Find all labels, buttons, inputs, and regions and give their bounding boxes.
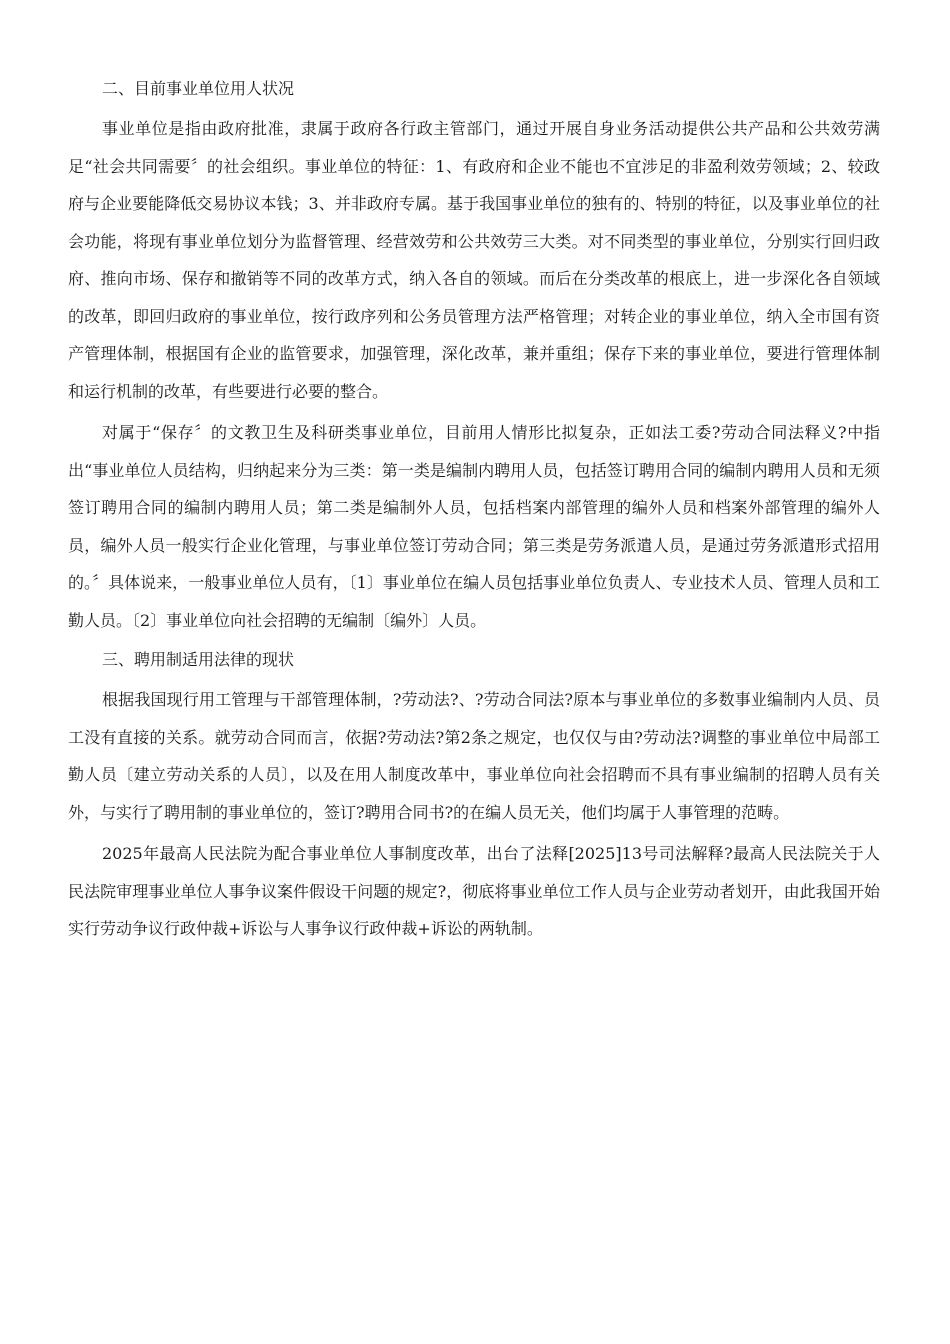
paragraph-definition: 事业单位是指由政府批准，隶属于政府各行政主管部门，通过开展自身业务活动提供公共产品和公共效劳满足“社会共同需要〞的社会组织。事业单位的特征：1、有政府和企业不能也不宜涉足的非盈利效劳领域；2、较政府与企业要能降低交易协议本钱；3、并非政府专属。基于我国事业单位的独有的、特别的特征，以及事业单位的社会功能，将现有事业单位划分为监督管理、经营效劳和公共效劳三大类。对不同类型的事业单位，分别实行回归政府、推向市场、保存和撤销等不同的改革方式，纳入各自的领域。而后在分类改革的根底上，进一步深化各自领域的改革，即回归政府的事业单位，按行政序列和公务员管理方法严格管理；对转企业的事业单位，纳入全市国有资产管理体制，根据国有企业的监管要求，加强管理，深化改革，兼并重组；保存下来的事业单位，要进行管理体制和运行机制的改革，有些要进行必要的整合。 bbox=[68, 119, 880, 401]
paragraph-labor-law: 根据我国现行用工管理与干部管理体制，?劳动法?、?劳动合同法?原本与事业单位的多数事业编制内人员、员工没有直接的关系。就劳动合同而言，依据?劳动法?第2条之规定，也仅仅与由?劳动法?调整的事业单位中局部工勤人员〔建立劳动关系的人员〕，以及在用人制度改革中，事业单位向社会招聘而不具有事业编制的招聘人员有关外，与实行了聘用制的事业单位的，签订?聘用合同书?的在编人员无关，他们均属于人事管理的范畴。 bbox=[68, 690, 880, 822]
paragraph-personnel-structure: 对属于“保存〞的文教卫生及科研类事业单位，目前用人情形比拟复杂，正如法工委?劳动合同法释义?中指出“事业单位人员结构，归纳起来分为三类：第一类是编制内聘用人员，包括签订聘用合同的编制内聘用人员和无须签订聘用合同的编制内聘用人员；第二类是编制外人员，包括档案内部管理的编外人员和档案外部管理的编外人员，编外人员一般实行企业化管理，与事业单位签订劳动合同；第三类是劳务派遣人员，是通过劳务派遣形式招用的。〞具体说来，一般事业单位人员有，〔1〕事业单位在编人员包括事业单位负责人、专业技术人员、管理人员和工勤人员。〔2〕事业单位向社会招聘的无编制〔编外〕人员。 bbox=[68, 423, 880, 630]
section-heading-3: 三、聘用制适用法律的现状 bbox=[102, 650, 295, 669]
paragraph-judicial-interpretation: 2025年最高人民法院为配合事业单位人事制度改革，出台了法释[2025]13号司法解释?最高人民法院关于人民法院审理事业单位人事争议案件假设干问题的规定?，彻底将事业单位工作人员与企业劳动者划开，由此我国开始实行劳动争议行政仲裁+诉讼与人事争议行政仲裁+诉讼的两轨制。 bbox=[68, 844, 880, 938]
document-page bbox=[68, 72, 880, 952]
section-heading-2: 二、目前事业单位用人状况 bbox=[102, 79, 295, 98]
